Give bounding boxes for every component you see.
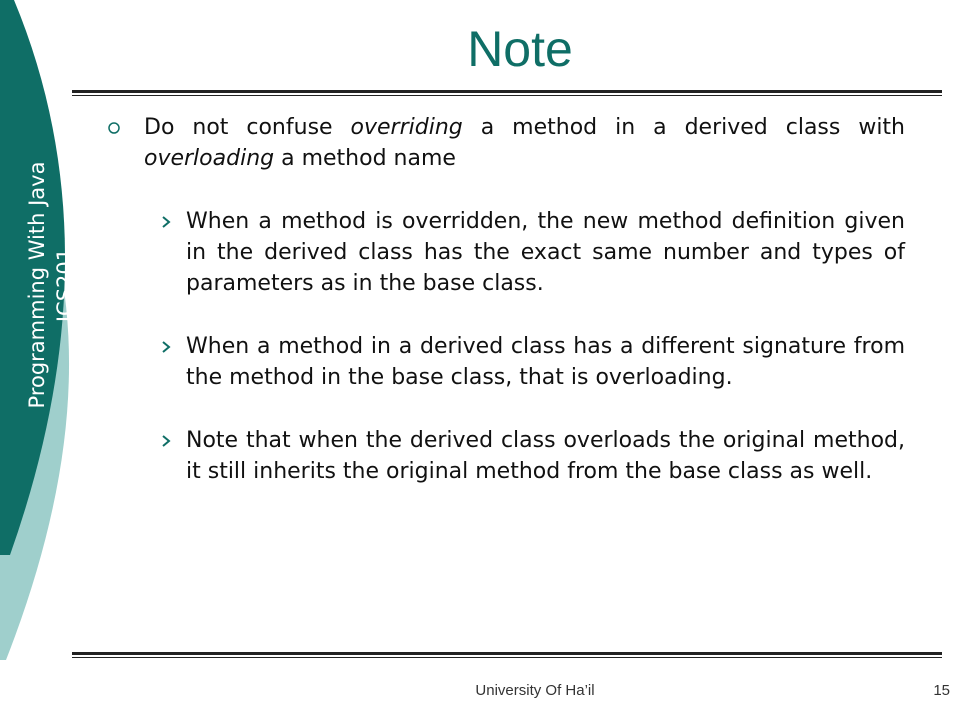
course-code: ICS201: [53, 247, 77, 323]
emphasis-term: overriding: [350, 115, 463, 140]
bottom-divider: [72, 652, 942, 658]
slide-title: Note: [467, 21, 573, 77]
text-run: a method in a derived class with: [462, 115, 906, 140]
slide-content: [100, 112, 905, 487]
bullet-text: Note that when the derived class overloads the original method, it still inherits the original method from the base class as well.: [186, 428, 905, 484]
arrow-bullet-icon: [160, 331, 174, 371]
top-divider: [72, 90, 942, 96]
bullet-item: [100, 112, 905, 174]
footer-institution: University Of Ha’il: [475, 682, 595, 699]
bullet-item: [100, 425, 905, 487]
bullet-item: [100, 331, 905, 393]
bullet-item: [100, 206, 905, 299]
text-run: a method name: [274, 146, 456, 171]
text-run: Do not confuse: [144, 115, 351, 140]
arrow-bullet-icon: [160, 425, 174, 465]
bullet-text: When a method is overridden, the new method definition given in the derived class has the exact same number and types of parameters as in the base class.: [186, 209, 905, 296]
emphasis-term: overloading: [144, 146, 275, 171]
circle-bullet-icon: [106, 112, 122, 152]
course-label: [19, 85, 83, 485]
page-number: 15: [933, 682, 950, 699]
bullet-text: [144, 115, 905, 171]
arrow-bullet-icon: [160, 206, 174, 246]
course-name: Programming With Java: [25, 161, 49, 409]
bullet-text: When a method in a derived class has a different signature from the method in the base class, that is overloading.: [186, 334, 905, 390]
